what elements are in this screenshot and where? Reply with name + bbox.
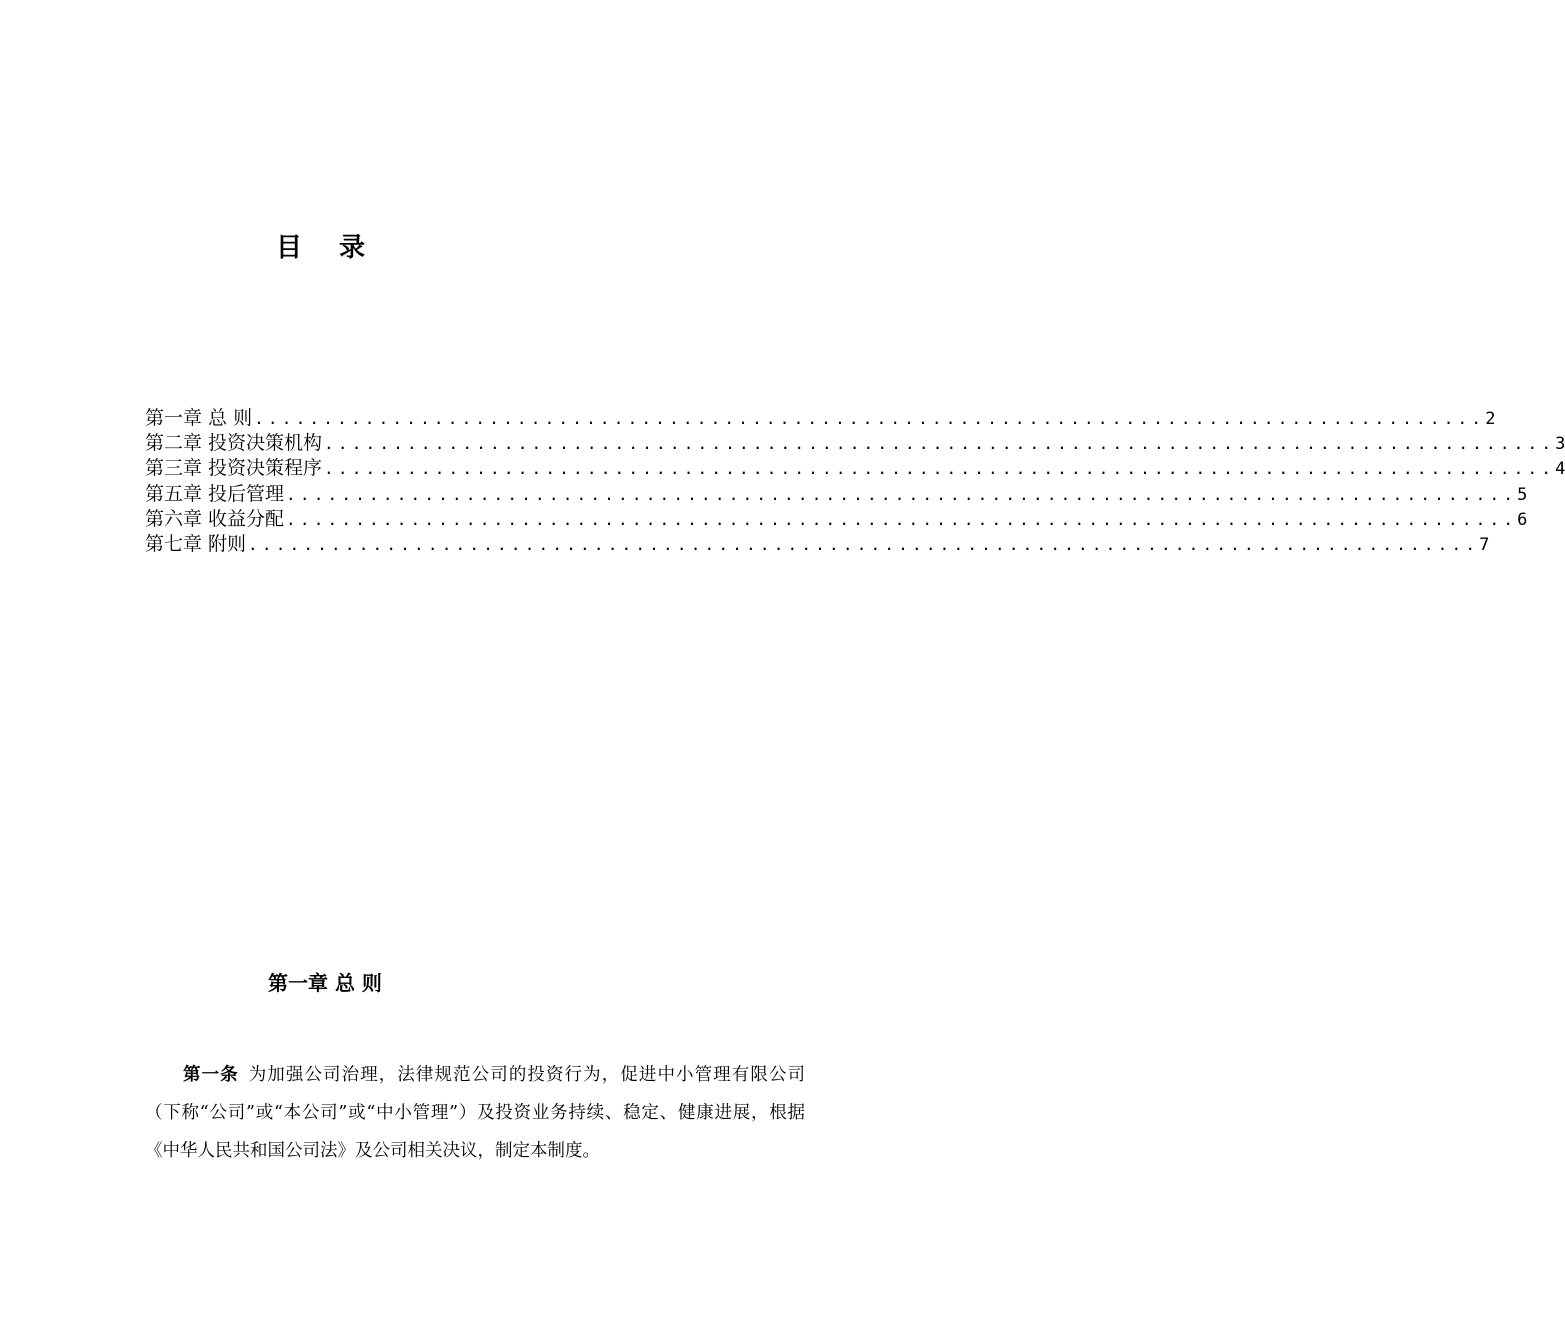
toc-leader-dots: ......................................................................................... [286,509,1518,529]
toc-entry-page: 4 [1555,459,1565,480]
toc-leader-dots: ......................................................................................... [248,534,1480,554]
toc-entry-page: 6 [1517,509,1528,530]
article-label: 第一条 [183,1065,239,1085]
toc-entry-label: 第三章 投资决策程序 [145,457,323,480]
article-text: 为加强公司治理，法律规范公司的投资行为，促进中小管理有限公司（下称“公司”或“本公司”或“中小管理”）及投资业务持续、稳定、健康进展，根据《中华人民共和国公司法》及公司相关决议，制定本制度。 [145,1065,805,1161]
toc-entry-label: 第一章 总 则 [145,407,253,429]
toc-entry-page: 5 [1517,484,1528,505]
toc-leader-dots: ......................................................................................... [254,409,1486,428]
toc-entry-label: 第六章 收益分配 [145,507,285,530]
toc-entry-chapter-7[interactable] [145,532,1490,557]
toc-entry-chapter-3[interactable] [145,456,1565,481]
toc-leader-dots: ......................................................................................... [324,459,1556,479]
table-of-contents [145,406,1565,557]
toc-entry-label: 第二章 投资决策机构 [145,432,323,455]
toc-entry-chapter-6[interactable] [145,507,1528,532]
toc-entry-page: 2 [1485,409,1496,429]
toc-entry-page: 7 [1479,534,1490,555]
toc-leader-dots: ......................................................................................... [286,484,1518,504]
toc-leader-dots: ......................................................................................... [324,434,1556,454]
chapter-heading: 第一章 总 则 [268,971,382,995]
toc-title: 目 录 [276,233,380,263]
toc-entry-label: 第五章 投后管理 [145,482,285,505]
toc-entry-chapter-5[interactable] [145,482,1528,507]
toc-entry-chapter-1[interactable] [145,406,1496,431]
toc-entry-page: 3 [1555,434,1565,455]
toc-entry-chapter-2[interactable] [145,431,1565,456]
toc-entry-label: 第七章 附则 [145,532,247,555]
article-paragraph [145,1056,805,1170]
